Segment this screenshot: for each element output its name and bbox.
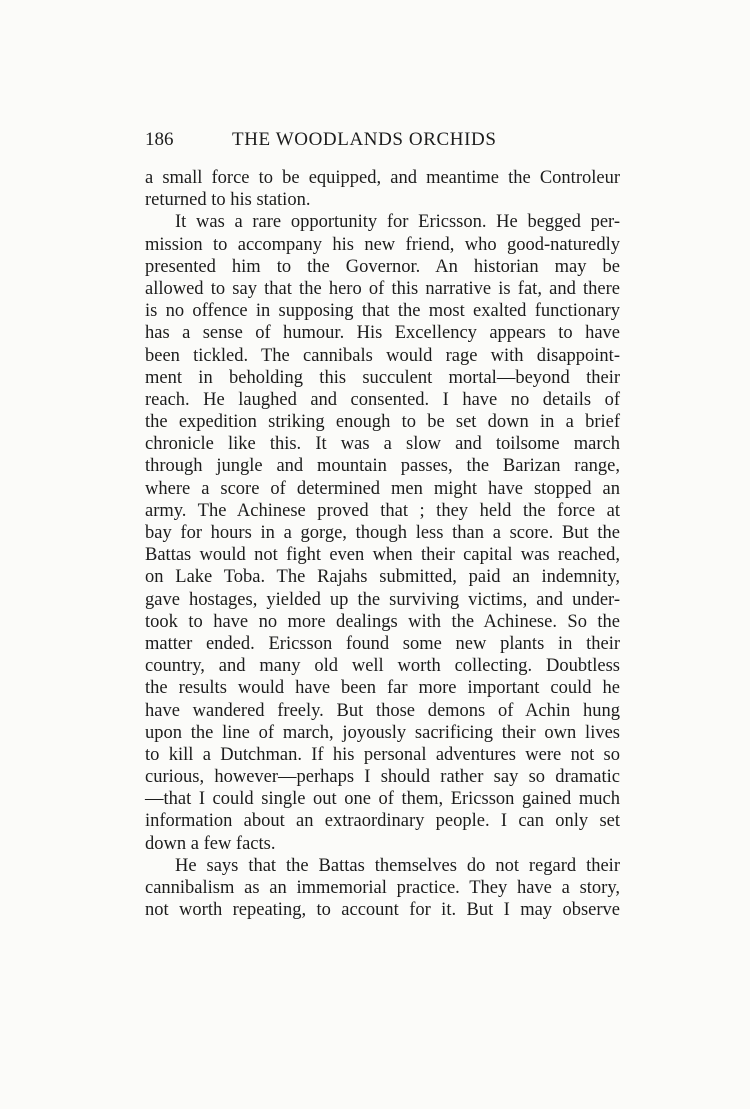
text-line: have wandered freely. But those demons of Achin hung: [145, 700, 620, 721]
text-line: matter ended. Ericsson found some new plants in their: [145, 633, 620, 654]
text-line: bay for hours in a gorge, though less than a score. But the: [145, 523, 620, 543]
text-line: mission to accompany his new friend, who good-naturedly: [145, 234, 620, 255]
text-line: Battas would not fight even when their capital was reached,: [145, 545, 620, 566]
text-line: the expedition striking enough to be set down in a brief: [145, 412, 620, 433]
text-line: the results would have been far more important could he: [145, 678, 620, 699]
text-line: chronicle like this. It was a slow and toilsome march: [145, 434, 620, 455]
text-line: where a score of determined men might have stopped an: [145, 478, 620, 499]
text-line: —that I could single out one of them, Ericsson gained much: [145, 789, 620, 810]
text-line: information about an extraordinary people. I can only set: [145, 811, 620, 832]
text-line: country, and many old well worth collecting. Doubtless: [145, 656, 620, 677]
paragraph: [145, 211, 620, 854]
text-line: reach. He laughed and consented. I have no details of: [145, 389, 620, 410]
paragraph: [145, 167, 620, 211]
text-line: a small force to be equipped, and meantime the Controleur: [145, 168, 620, 188]
text-line: down a few facts.: [145, 833, 276, 854]
text-line: has a sense of humour. His Excellency appears to have: [145, 323, 620, 344]
text-line: took to have no more dealings with the Achinese. So the: [145, 611, 620, 632]
text-line: cannibalism as an immemorial practice. They have a story,: [145, 878, 620, 898]
text-line: army. The Achinese proved that ; they held the force at: [145, 500, 620, 521]
text-line: through jungle and mountain passes, the Barizan range,: [145, 456, 620, 477]
text-line: not worth repeating, to account for it. But I may observe: [145, 900, 620, 921]
text-line: is no offence in supposing that the most exalted functionary: [145, 301, 620, 322]
text-line: been tickled. The cannibals would rage with disappoint-: [145, 345, 620, 366]
text-line: to kill a Dutchman. If his personal adventures were not so: [145, 744, 620, 765]
page-number: 186: [145, 129, 174, 150]
text-line: It was a rare opportunity for Ericsson. He begged per-: [175, 212, 620, 233]
text-line: ment in beholding this succulent mortal—beyond their: [145, 367, 620, 388]
running-head: [145, 128, 620, 152]
body-text: [145, 167, 620, 921]
running-title: THE WOODLANDS ORCHIDS: [232, 129, 497, 150]
text-line: curious, however—perhaps I should rather say so dramatic: [145, 767, 620, 788]
text-line: He says that the Battas themselves do not regard their: [175, 855, 620, 876]
text-line: gave hostages, yielded up the surviving victims, and under-: [145, 589, 620, 610]
text-line: on Lake Toba. The Rajahs submitted, paid an indemnity,: [145, 567, 620, 588]
paragraph: [145, 855, 620, 922]
text-line: allowed to say that the hero of this narrative is fat, and there: [145, 278, 620, 299]
text-line: upon the line of march, joyously sacrificing their own lives: [145, 722, 620, 743]
text-line: returned to his station.: [145, 190, 311, 211]
text-line: presented him to the Governor. An historian may be: [145, 256, 620, 277]
